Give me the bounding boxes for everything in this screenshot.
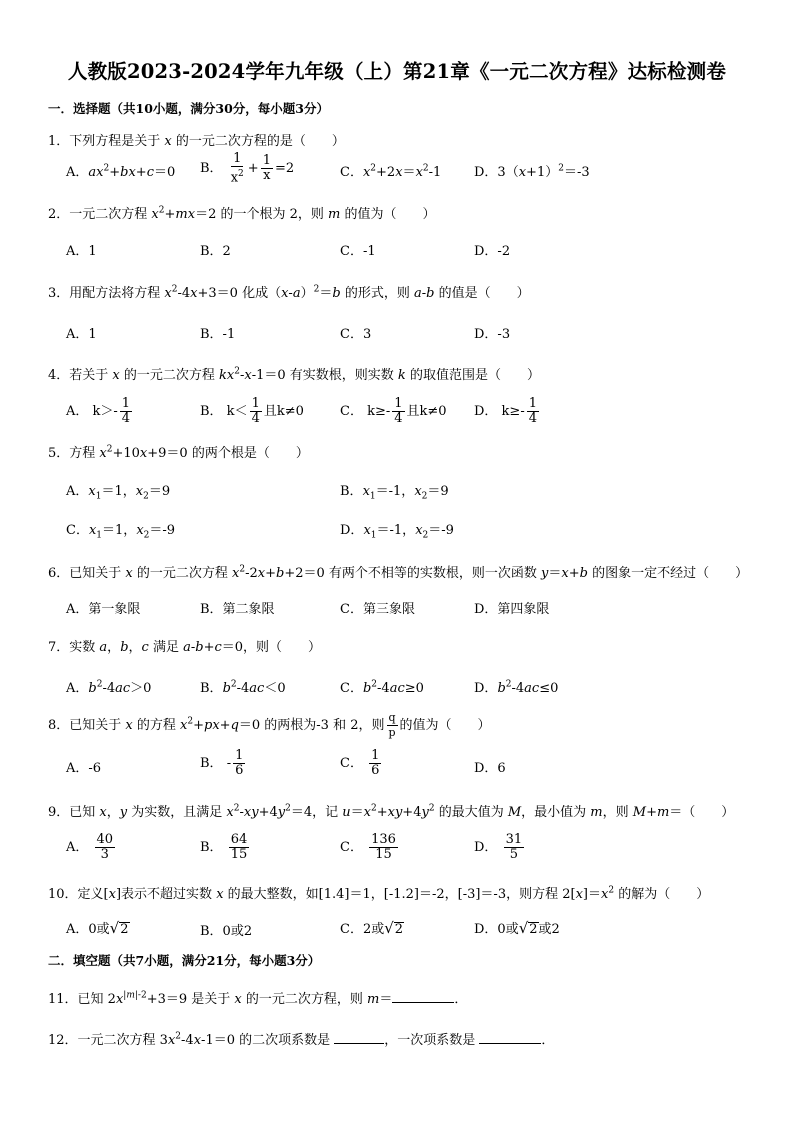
q5-option-c: C．$x_1=1$，$x_2=-9$: [66, 523, 176, 541]
q2-option-d: D．-2: [474, 244, 511, 259]
q9-option-b: B． $\frac{64}{15}$: [200, 832, 248, 862]
q3-option-a: A．1: [66, 327, 97, 342]
page-title: 人教版2023-2024学年九年级（上）第21章《一元二次方程》达标检测卷: [67, 60, 727, 83]
q7-option-d: D．$b^2-4ac\le 0$: [474, 679, 559, 696]
q3-option-b: B．-1: [200, 327, 236, 342]
q4-option-c: C． k≥- $\frac{1}{4}$ 且k≠0: [340, 396, 447, 426]
q8-option-c: C． $\frac{1}{6}$: [340, 748, 380, 778]
q6-option-c: C．第三象限: [340, 602, 415, 617]
q10-option-a: A．0或 √ 2: [66, 919, 129, 937]
q6-option-d: D．第四象限: [474, 602, 550, 617]
q7-option-b: B．$b^2-4ac<0$: [200, 679, 286, 696]
q9-option-c: C． $\frac{136}{15}$: [340, 832, 396, 862]
q10-option-b: B．0或2: [200, 924, 253, 939]
question-1: 1．下列方程是关于 x 的一元二次方程的是（ ）: [48, 134, 345, 149]
q1-option-c: C．$x^2+2x=x^2-1$: [340, 163, 442, 180]
q7-option-c: C．$b^2-4ac\ge 0$: [340, 679, 424, 696]
q1-option-d: D．$3(x+1)^2=-3$: [474, 163, 590, 180]
q6-option-b: B．第二象限: [200, 602, 275, 617]
q8-option-a: A．-6: [66, 761, 102, 776]
question-9: 9．已知 x，y 为实数，且满足 $x^2-xy+4y^2=4$，记 $u=x^2+xy+4y^2$ 的最大值为 M，最小值为 m，则 M+m＝（ ）: [48, 803, 735, 820]
q5-option-a: A．$x_1=1$，$x_2=9$: [66, 484, 171, 502]
q9-option-d: D． $\frac{31}{5}$: [474, 832, 523, 862]
q7-option-a: A．$b^2-4ac>0$: [66, 679, 152, 696]
q8-option-b: B． - $\frac{1}{6}$: [200, 748, 244, 778]
q3-option-d: D．-3: [474, 327, 511, 342]
question-4: 4．若关于 x 的一元二次方程 $kx^2-x-1=0$ 有实数根，则实数 k 的取值范围是（ ）: [48, 366, 540, 383]
question-7: 7．实数 a，b，c 满足 a-b+c＝0，则（ ）: [48, 640, 322, 655]
q2-option-b: B．2: [200, 244, 231, 259]
question-6: 6．已知关于 x 的一元二次方程 $x^2-2x+b+2=0$ 有两个不相等的实数根，则一次函数 y＝x+b 的图象一定不经过（ ）: [48, 564, 749, 581]
q4-option-d: D． k≥- $\frac{1}{4}$: [474, 396, 537, 426]
q10-option-d: D．0或 √ 2 或2: [474, 919, 560, 937]
q1-option-b: B． $\frac{1}{x^2}$ + $\frac{1}{x}$ =2: [200, 151, 295, 186]
answer-blank[interactable]: [334, 1043, 384, 1044]
q6-option-a: A．第一象限: [66, 602, 141, 617]
section-heading-choice: 一．选择题（共10小题，满分30分，每小题3分）: [48, 101, 329, 116]
q4-option-a: A． k＞- $\frac{1}{4}$: [66, 396, 131, 426]
answer-blank[interactable]: [392, 1002, 454, 1003]
question-2: 2．一元二次方程 $x^2+mx=2$ 的一个根为 2，则 m 的值为（ ）: [48, 205, 436, 222]
question-3: 3．用配方法将方程 $x^2-4x+3=0$ 化成$(x-a)^2=b$ 的形式，则 a-b 的值是（ ）: [48, 284, 530, 301]
section-heading-fill: 二．填空题（共7小题，满分21分，每小题3分）: [48, 953, 321, 968]
q3-option-c: C．3: [340, 327, 372, 342]
q5-option-b: B．$x_1=-1$，$x_2=9$: [340, 484, 449, 502]
answer-blank[interactable]: [479, 1043, 541, 1044]
question-11: 11．已知 $2x^{|m|-2}+3=9$ 是关于 x 的一元二次方程，则 m＝ ．: [48, 990, 468, 1007]
q5-option-d: D．$x_1=-1$，$x_2=-9$: [340, 523, 454, 541]
q4-option-b: B． k＜ $\frac{1}{4}$ 且k≠0: [200, 396, 304, 426]
question-5: 5．方程 $x^2+10x+9=0$ 的两个根是（ ）: [48, 444, 309, 461]
question-8: 8．已知关于 x 的方程 $x^2+px+q=0$ 的两根为-3 和 2，则 $\frac{q}{p}$ 的值为（ ）: [48, 711, 491, 739]
question-12: 12．一元二次方程 $3x^2-4x-1=0$ 的二次项系数是 ，一次项系数是 ．: [48, 1031, 555, 1048]
q1-option-a: A．$ax^2+bx+c=0$: [66, 163, 176, 180]
q2-option-c: C．-1: [340, 244, 376, 259]
q10-option-c: C．2或 √ 2: [340, 919, 404, 937]
q9-option-a: A． $\frac{40}{3}$: [66, 832, 114, 862]
q8-option-d: D．6: [474, 761, 506, 776]
q2-option-a: A．1: [66, 244, 97, 259]
question-10: 10．定义[x]表示不超过实数 x 的最大整数，如[1.4]＝1，[-1.2]＝-2，[-3]＝-3，则方程 $2[x]=x^2$ 的解为（ ）: [48, 885, 710, 902]
